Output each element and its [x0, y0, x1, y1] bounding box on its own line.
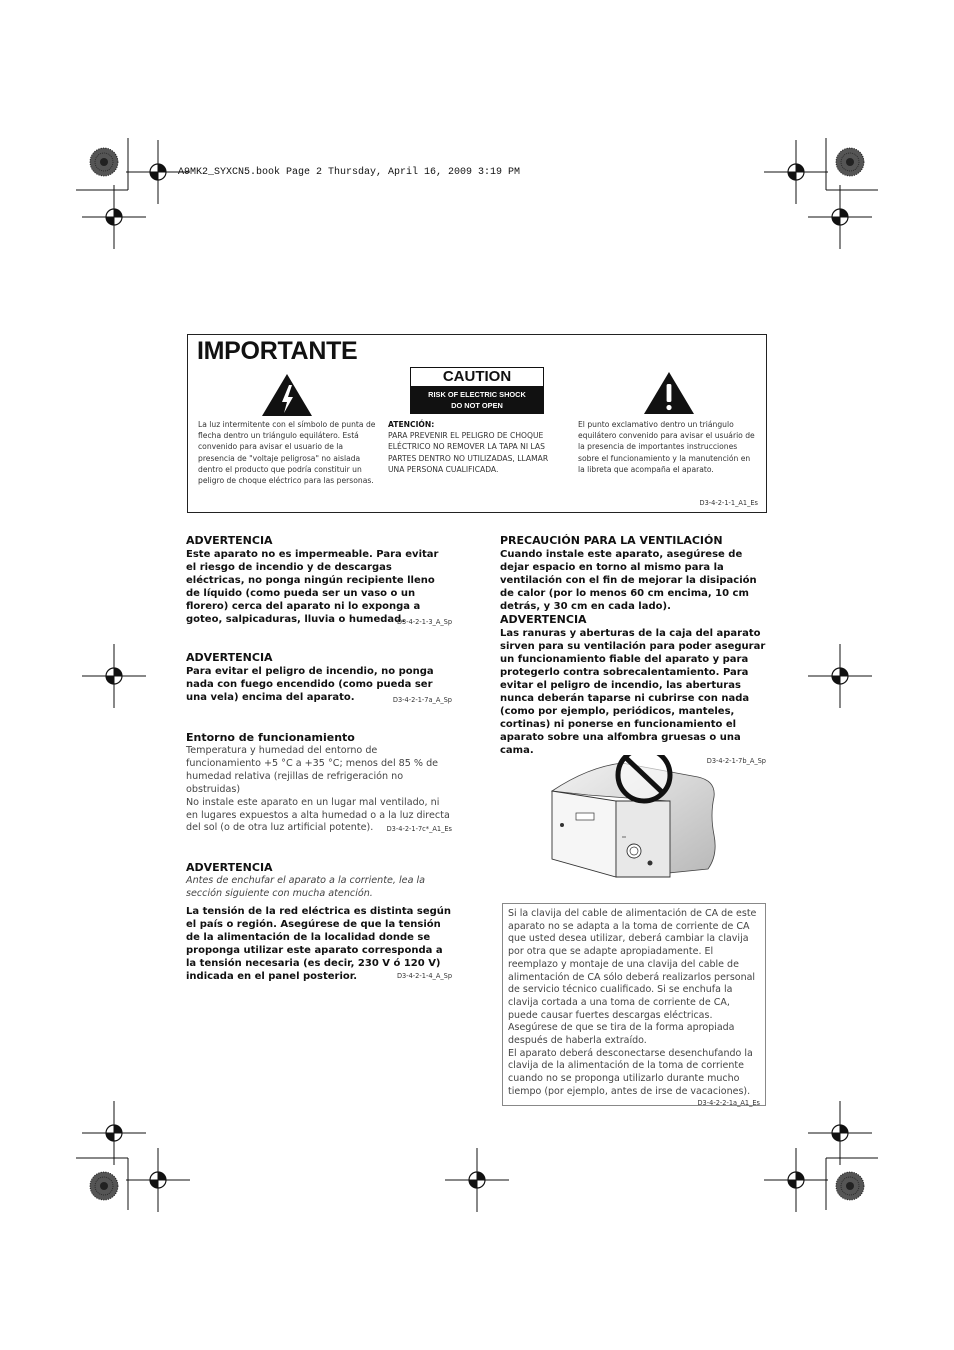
- lightning-warning-icon: [261, 373, 313, 417]
- advertencia-water-section: [186, 534, 452, 626]
- caution-title: CAUTION: [410, 367, 544, 387]
- caution-label: [410, 367, 544, 414]
- caution-line-2: DO NOT OPEN: [451, 400, 503, 410]
- ac-plug-notice-box: [502, 903, 766, 1106]
- section-italic-text: Antes de enchufar el aparato a la corriente, lea la sección siguiente con mucha atención.: [186, 875, 426, 899]
- section-heading: ADVERTENCIA: [186, 534, 273, 547]
- section-text: Para evitar el peligro de incendio, no ponga nada con fuego encendido (como pueda ser una vela) encima del aparato.: [186, 666, 434, 703]
- print-slug: A9MK2_SYXCN5.book Page 2 Thursday, April 16, 2009 3:19 PM: [178, 167, 521, 178]
- covered-device-illustration: [548, 755, 724, 883]
- section-code: D3-4-2-1-4_A_Sp: [396, 972, 452, 980]
- caution-line-1: RISK OF ELECTRIC SHOCK: [428, 390, 526, 399]
- section-code: D3-4-2-1-7c*_A1_Es: [386, 825, 452, 833]
- importante-code: D3-4-2-1-1_A1_Es: [699, 499, 758, 507]
- crosshair-icon: [126, 1148, 190, 1212]
- section-heading: ADVERTENCIA: [186, 861, 273, 874]
- crosshair-icon: [808, 185, 872, 249]
- crosshair-icon: [808, 1101, 872, 1165]
- section-code: D3-4-2-1-7a_A_Sp: [392, 696, 452, 704]
- crosshair-icon: [764, 140, 828, 204]
- importante-title: IMPORTANTE: [197, 337, 358, 365]
- section-text: Este aparato no es impermeable. Para evitar el riesgo de incendio y de descargas eléctricas, no ponga ningún recipiente lleno de líquido (como pueda ser un vaso o un florero) cerca del aparato ni lo exponga a goteo, salpicaduras, lluvia o humedad.: [186, 549, 439, 625]
- crosshair-icon: [808, 644, 872, 708]
- notice-code: D3-4-2-2-1a_A1_Es: [697, 1098, 760, 1107]
- crosshair-icon: [82, 1101, 146, 1165]
- crosshair-icon: [82, 185, 146, 249]
- star-target-icon: [90, 1172, 118, 1200]
- section-heading: ADVERTENCIA: [186, 651, 273, 664]
- section-heading: ADVERTENCIA: [500, 613, 587, 626]
- atencion-heading: ATENCIÓN:: [388, 420, 435, 429]
- crosshair-icon: [764, 1148, 828, 1212]
- section-text: No instale este aparato en un lugar mal ventilado, ni en lugares expuestos a alta humedad o a la luz directa del sol (o de otra luz artificial potente).: [186, 796, 450, 834]
- crosshair-icon: [445, 1148, 509, 1212]
- ventilacion-section: [500, 534, 766, 765]
- section-text: La tensión de la red eléctrica es distinta según el país o región. Asegúrese de que la tensión de la alimentación de la localidad donde se proponga utilizar este aparato corresponda a la tensión necesaria (es decir, 230 V ó 120 V) indicada en el panel posterior.: [186, 905, 452, 982]
- entorno-section: [186, 731, 452, 835]
- star-target-icon: [836, 148, 864, 176]
- advertencia-fire-section: [186, 651, 452, 704]
- section-code: D3-4-2-1-3_A_Sp: [396, 618, 452, 626]
- atencion-text: PARA PREVENIR EL PELIGRO DE CHOQUE ELÉCTRICO NO REMOVER LA TAPA NI LAS PARTES DENTRO NO UTILIZADAS, LLAMAR UNA PERSONA CUALIFICADA.: [388, 431, 549, 474]
- section-text: Cuando instale este aparato, asegúrese de dejar espacio en torno al mismo para la ventilación con el fin de mejorar la disipación de calor (por lo menos 60 cm encima, 10 cm detrás, y 30 cm en cada lado).: [500, 549, 757, 612]
- notice-text: Si la clavija del cable de alimentación de CA de este aparato no se adapta a la toma de corriente de CA que usted desea utilizar, deberá cambiar la clavija por otra que se adapte apropiadamente. El reemplazo y montaje de una clavija del cable de alimentación de CA sólo deberá realizarlos personal de servicio técnico cualificado. Si se enchufa la clavija cortada a una toma de corriente de CA, puede causar fuertes descargas eléctricas. Asegúrese de que se tira de la forma apropiada después de haberla extraído.: [508, 908, 757, 1047]
- section-heading: PRECAUCIÓN PARA LA VENTILACIÓN: [500, 534, 723, 547]
- star-target-icon: [836, 1172, 864, 1200]
- caution-subtitle: [410, 387, 544, 414]
- crosshair-icon: [82, 644, 146, 708]
- section-heading: Entorno de funcionamiento: [186, 731, 355, 744]
- exclamation-warning-icon: [643, 371, 695, 415]
- section-text: Las ranuras y aberturas de la caja del aparato sirven para su ventilación para poder asegurar un funcionamiento fiable del aparato y para protegerlo contra sobrecalentamiento. Para evitar el peligro de incendio, las aberturas nunca deberán taparse ni cubrirse con nada (como por ejemplo, periódicos, manteles, cortinas) ni ponerse en funcionamiento el aparato sobre una alfombra gruesas o una cama.: [500, 628, 766, 756]
- notice-text: El aparato deberá desconectarse desenchufando la clavija de la alimentación de la toma de corriente cuando no se proponga utilizarlo durante mucho tiempo (por ejemplo, antes de irse de vacaciones).: [508, 1047, 753, 1097]
- section-code: D3-4-2-1-7b_A_Sp: [706, 757, 766, 765]
- star-target-icon: [90, 148, 118, 176]
- advertencia-voltage-section: [186, 861, 452, 983]
- exclamation-explanation: El punto exclamativo dentro un triángulo equilátero convenido para avisar el usuário de la presencia de importantes instrucciones sobre el funcionamiento y la manutención en la libreta que acompaña el aparato.: [578, 420, 755, 474]
- lightning-explanation: La luz intermitente con el símbolo de punta de flecha dentro un triángulo equilátero. Está convenido para avisar el usuario de la presencia de "voltaje peligrosa" no aislada dentro el producto que podría constituir un peligro de choque eléctrico para las personas.: [198, 420, 376, 486]
- atencion-block: [388, 419, 566, 475]
- section-text: Temperatura y humedad del entorno de funcionamiento +5 °C a +35 °C; menos del 85 % de humedad relativa (rejillas de refrigeración no obstruidas): [186, 745, 439, 795]
- importante-box: [187, 334, 767, 513]
